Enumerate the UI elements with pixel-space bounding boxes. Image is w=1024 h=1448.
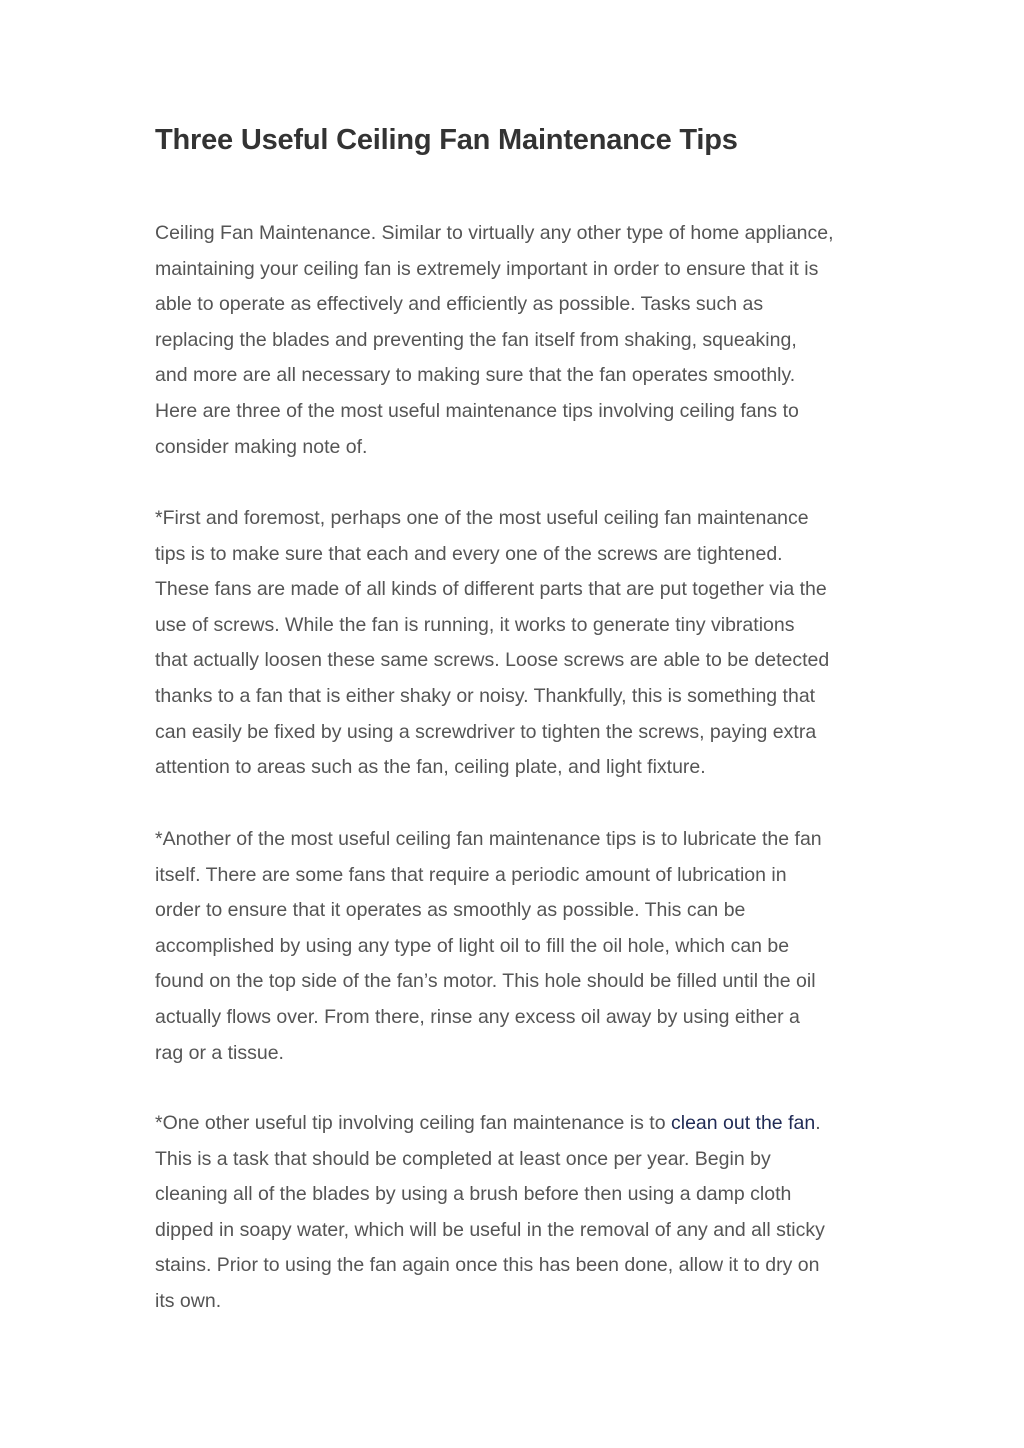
text-after-link: . (815, 1112, 821, 1134)
text-line: dipped in soapy water, which will be useful in the removal of any and all sticky (155, 1218, 825, 1241)
text-line: cleaning all of the blades by using a brush before then using a damp cloth (155, 1183, 792, 1206)
text-line: found on the top side of the fan’s motor. This hole should be filled until the oil (155, 970, 816, 993)
text-line: actually flows over. From there, rinse any excess oil away by using either a (155, 1005, 800, 1028)
text-line: thanks to a fan that is either shaky or noisy. Thankfully, this is something that (155, 684, 816, 707)
clean-out-the-fan-link[interactable]: clean out the fan (670, 1112, 816, 1134)
text-line: *First and foremost, perhaps one of the most useful ceiling fan maintenance (155, 507, 809, 529)
text-line: its own. (155, 1289, 222, 1312)
text-line: can easily be fixed by using a screwdriver to tighten the screws, paying extra (155, 720, 817, 743)
page-title: Three Useful Ceiling Fan Maintenance Tips (155, 124, 738, 156)
paragraph-intro (155, 216, 834, 465)
text-line: accomplished by using any type of light oil to fill the oil hole, which can be (155, 934, 790, 957)
paragraph-tip-clean (155, 1106, 825, 1320)
paragraph-tip-screws (155, 501, 829, 786)
text-before-link: *One other useful tip involving ceiling fan maintenance is to (155, 1112, 671, 1134)
text-line: stains. Prior to using the fan again once this has been done, allow it to dry on (155, 1254, 820, 1277)
text-line: itself. There are some fans that require a periodic amount of lubrication in (155, 863, 787, 886)
paragraph-tip-lubricate (155, 822, 822, 1071)
text-line: consider making note of. (155, 435, 368, 458)
text-line: Here are three of the most useful maintenance tips involving ceiling fans to (155, 399, 799, 422)
text-line: maintaining your ceiling fan is extremely important in order to ensure that it is (155, 257, 819, 280)
text-line: Ceiling Fan Maintenance. Similar to virtually any other type of home appliance, (155, 222, 834, 244)
text-line: attention to areas such as the fan, ceiling plate, and light fixture. (155, 756, 706, 779)
text-line: tips is to make sure that each and every one of the screws are tightened. (155, 542, 783, 565)
text-line: This is a task that should be completed at least once per year. Begin by (155, 1147, 771, 1170)
text-line: able to operate as effectively and efficiently as possible. Tasks such as (155, 293, 764, 316)
text-line: and more are all necessary to making sure that the fan operates smoothly. (155, 364, 796, 387)
text-line: These fans are made of all kinds of different parts that are put together via the (155, 578, 827, 601)
text-line (155, 1106, 825, 1142)
text-line: rag or a tissue. (155, 1041, 284, 1064)
text-line: order to ensure that it operates as smoothly as possible. This can be (155, 899, 746, 922)
text-line: *Another of the most useful ceiling fan maintenance tips is to lubricate the fan (155, 828, 822, 850)
text-line: that actually loosen these same screws. Loose screws are able to be detected (155, 649, 830, 672)
text-line: use of screws. While the fan is running, it works to generate tiny vibrations (155, 613, 795, 636)
text-line: replacing the blades and preventing the fan itself from shaking, squeaking, (155, 328, 797, 351)
